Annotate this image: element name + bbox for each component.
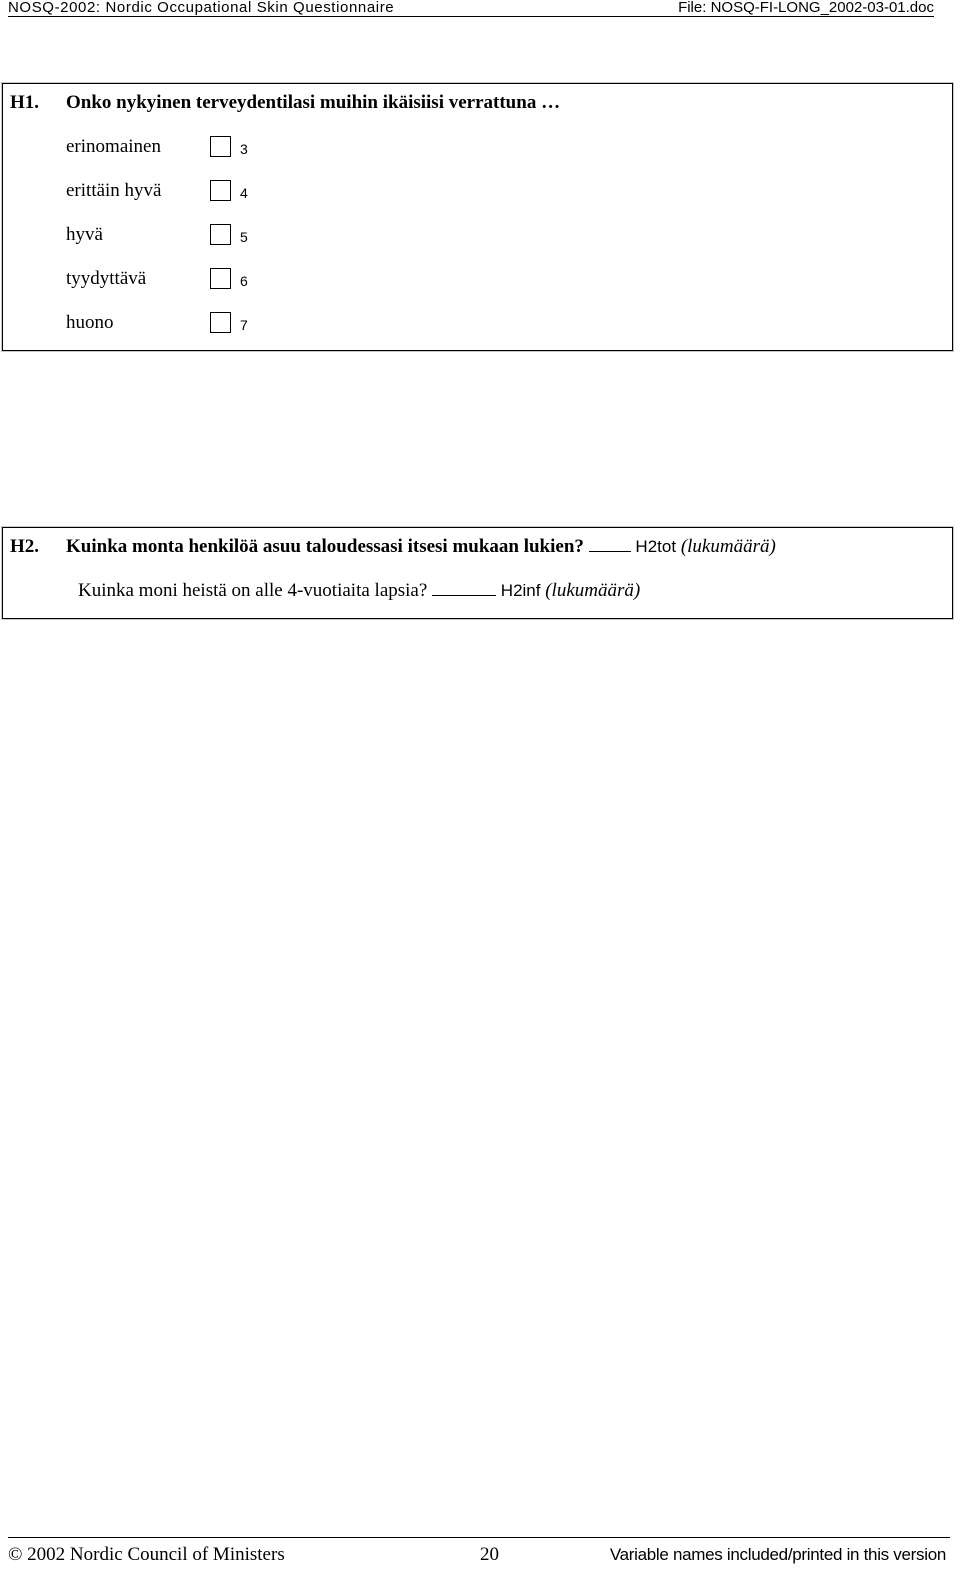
question-h1-box: [2, 83, 953, 351]
option-code: 5: [240, 229, 248, 245]
option-label: tyydyttävä: [66, 268, 147, 289]
unit-label: (lukumäärä): [680, 536, 776, 557]
checkbox-erittain-hyva[interactable]: [210, 180, 231, 201]
subquestion-text: Kuinka moni heistä on alle 4-vuotiaita lapsia?: [78, 580, 428, 601]
checkbox-tyydyttava[interactable]: [210, 268, 231, 289]
footer-copyright: © 2002 Nordic Council of Ministers: [8, 1544, 285, 1565]
question-number: H2.: [10, 536, 40, 557]
header-filename: File: NOSQ-FI-LONG_2002-03-01.doc: [678, 0, 934, 16]
checkbox-hyva[interactable]: [210, 224, 231, 245]
checkbox-erinomainen[interactable]: [210, 136, 231, 157]
variable-name: H2tot: [635, 537, 677, 556]
subquestion-line: [78, 580, 640, 602]
option-label: erittäin hyvä: [66, 180, 162, 201]
checkbox-huono[interactable]: [210, 312, 231, 333]
page-number: 20: [480, 1544, 499, 1565]
header-title: NOSQ-2002: Nordic Occupational Skin Questionnaire: [8, 0, 395, 16]
option-label: erinomainen: [66, 136, 161, 157]
option-code: 3: [240, 141, 248, 157]
footer-note: Variable names included/printed in this version: [609, 1545, 946, 1564]
unit-label: (lukumäärä): [545, 580, 641, 601]
option-code: 6: [240, 273, 248, 289]
footer-divider: [8, 1537, 950, 1538]
page-header: [8, 0, 934, 17]
question-line: [66, 536, 776, 558]
question-text: Onko nykyinen terveydentilasi muihin ikäisiisi verrattuna …: [66, 92, 561, 113]
option-label: huono: [66, 312, 114, 333]
option-code: 7: [240, 317, 248, 333]
variable-name: H2inf: [500, 581, 541, 600]
question-text: Kuinka monta henkilöä asuu taloudessasi itsesi mukaan lukien?: [66, 536, 584, 557]
question-h2-box: [2, 527, 953, 619]
option-code: 4: [240, 185, 248, 201]
question-number: H1.: [10, 92, 40, 113]
answer-blank-total[interactable]: [589, 550, 631, 552]
answer-blank-infants[interactable]: [432, 594, 496, 596]
option-label: hyvä: [66, 224, 103, 245]
